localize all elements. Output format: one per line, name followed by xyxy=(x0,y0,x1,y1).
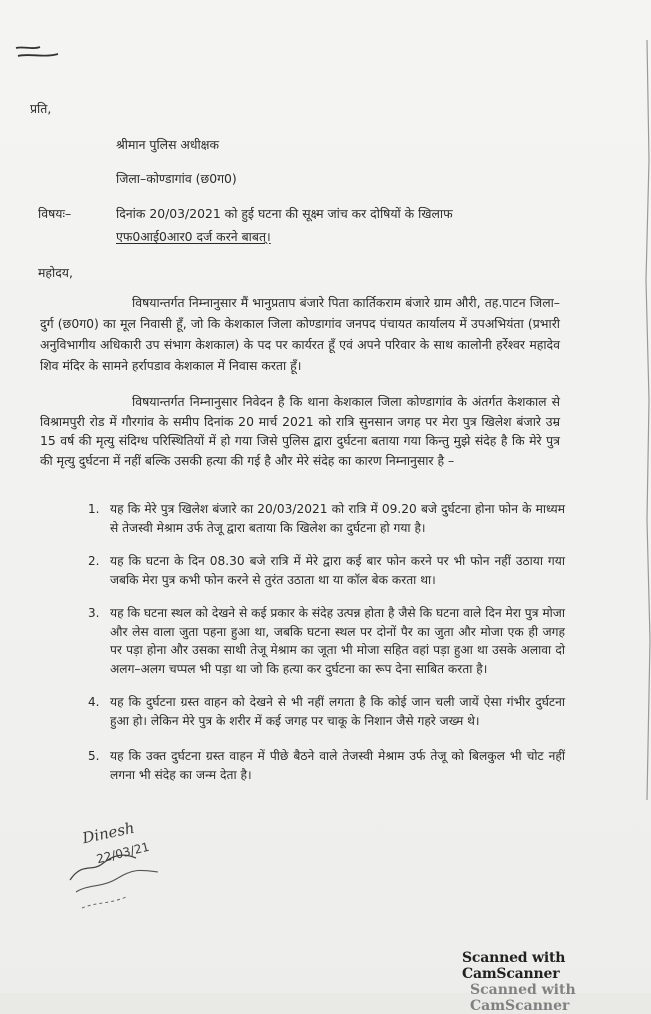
list-item-text: यह कि घटना स्थल को देखने से कई प्रकार के संदेह उत्पन्न होता है जैसे कि घटना वाले दिन मेरा पुत्र मोजा और लेस वाला जुता पहना हुआ था, जबकि घटना स्थल पर दोनों पैर का जुता और मोजा एक ही जगह पर पड़ा होना और उसका साथी तेजू मेश्राम का जूता भी मोजा सहित वहां पड़ा हुआ था उसके अलावा दो अलग–अलग चप्पल भी पड़ा था जो कि हत्या कर दुर्घटना का रूप देना साबित करता है। xyxy=(110,606,565,676)
list-item-number: 2. xyxy=(88,554,100,568)
list-item-text: यह कि उक्त दुर्घटना ग्रस्त वाहन में पीछे बैठने वाले तेजस्वी मेश्राम उर्फ तेजू को बिलकुल भी चोट नहीं लगना भी संदेह का जन्म देता है। xyxy=(110,749,565,782)
salutation: महोदय, xyxy=(38,265,73,280)
paragraph-complaint: विषयान्तर्गत निम्नानुसार निवेदन है कि थाना केशकाल जिला कोण्डागांव के अंतर्गत केशकाल से विश्रामपुरी रोड में गौरगांव के समीप दिनांक 20 मार्च 2021 को रात्रि सुनसान जगह पर मेरा पुत्र खिलेश बंजारे उम्र 15 वर्ष की मृत्यु संदिग्ध परिस्थितियों में हो गया जिसे पुलिस द्वारा दुर्घटना बताया गया किन्तु मुझे संदेह है कि मेरे पुत्र की मृत्यु दुर्घटना में नहीं बल्कि उसकी हत्या की गई है और मेरे संदेह का कारण निम्नानुसार है – xyxy=(40,394,560,468)
recipient-district: जिला–कोण्डागांव (छ0ग0) xyxy=(116,171,237,186)
signature-date: 22/03/21 xyxy=(95,839,151,867)
list-item-number: 1. xyxy=(88,502,100,516)
subject-label: विषयः– xyxy=(38,206,72,221)
paragraph-introduction: विषयान्तर्गत निम्नानुसार मैं भानुप्रताप बंजारे पिता कार्तिकराम बंजारे ग्राम औरी, तह.पाटन जिला–दुर्ग (छ0ग0) का मूल निवासी हूँ, जो कि केशकाल जिला कोण्डागांव जनपद पंचायत कार्यालय में उपअभियंता (प्रभारी अनुविभागीय अधिकारी उप संभाग केशकाल) के पद पर कार्यरत हूँ एवं अपने परिवार के साथ कालोनी हर्रेश्वर महादेव शिव मंदिर के सामने हर्रापडाव केशकाल में निवास करता हूँ। xyxy=(40,295,560,373)
to-label: प्रति, xyxy=(30,101,52,116)
list-item-text: यह कि घटना के दिन 08.30 बजे रात्रि में मेरे द्वारा कई बार फोन करने पर भी फोन नहीं उठाया गया जबकि मेरा पुत्र कभी फोन करने से तुरंत उठाता था या कॉल बेक करता था। xyxy=(110,554,565,587)
list-item-text: यह कि दुर्घटना ग्रस्त वाहन को देखने से भी नहीं लगता है कि कोई जान चली जायें ऐसा गंभीर दुर्घटना हुआ हो। लेकिन मेरे पुत्र के शरीर में कई जगह पर चाकू के निशान जैसे गहरे जख्म थे। xyxy=(110,695,565,728)
list-item-text: यह कि मेरे पुत्र खिलेश बंजारे का 20/03/2021 को रात्रि में 09.20 बजे दुर्घटना होना फोन के माध्यम से तेजस्वी मेश्राम उर्फ तेजू द्वारा बताया कि खिलेश का दुर्घटना हो गया है। xyxy=(110,502,565,535)
scribble-mark-icon xyxy=(14,40,62,62)
list-item-number: 4. xyxy=(88,695,100,709)
subject-line-1: दिनांक 20/03/2021 को हुई घटना की सूक्ष्म जांच कर दोषियों के खिलाफ xyxy=(116,206,453,221)
signature-name: Dinesh xyxy=(80,818,137,848)
list-item-number: 5. xyxy=(88,749,100,763)
camscanner-watermark-ghost: Scanned with CamScanner xyxy=(470,982,576,1014)
recipient-title: श्रीमान पुलिस अधीक्षक xyxy=(116,137,220,152)
page-edge-shadow xyxy=(637,40,651,800)
camscanner-watermark: Scanned with CamScanner xyxy=(462,950,566,982)
list-item-number: 3. xyxy=(88,606,100,620)
subject-line-2: एफ0आई0आर0 दर्ज करने बाबत्। xyxy=(116,229,271,244)
